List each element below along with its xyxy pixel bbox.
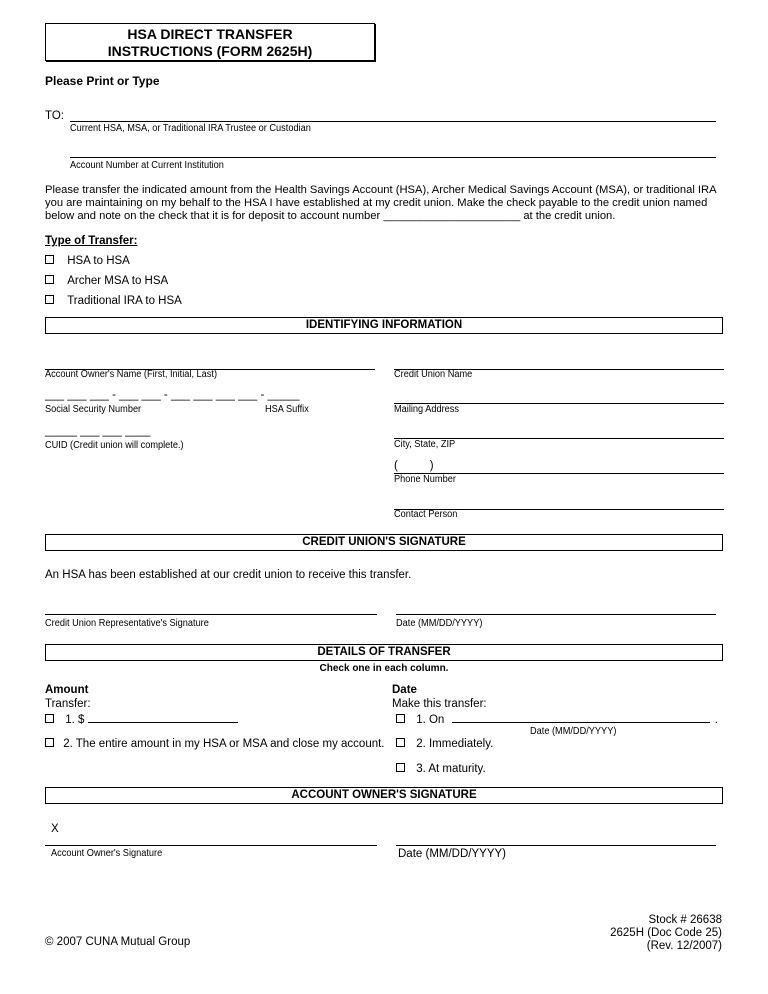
instructions-text-1: Please transfer the indicated amount from the Health Savings Account (HSA), Archer Medical Savings Account (MSA), or traditional IRA you are maintaining on my behalf to the HSA I have established at my credit union. Make the check payable to the credit union named below and note on the check that it is for deposit to account number [45,184,716,222]
amount-field[interactable] [88,712,238,723]
checkbox-date-1[interactable] [396,714,405,723]
cuid-field[interactable]: _____ ___ ___ ____ [45,425,151,437]
identifying-heading: IDENTIFYING INFORMATION [45,317,723,334]
stock-number: Stock # 26638 [648,914,722,926]
city-label: City, State, ZIP [394,439,456,450]
amount-option-1[interactable] [45,712,238,726]
ssn-field[interactable]: ___ ___ ___ - ___ ___ - ___ ___ ___ ___ - _____ [45,389,300,401]
hsa-suffix-label: HSA Suffix [265,404,309,415]
cu-date-field[interactable] [396,614,716,615]
transfer-date-label: Date (MM/DD/YYYY) [530,726,617,737]
signature-x-mark: X [51,823,59,835]
cu-name-label: Credit Union Name [394,369,473,380]
doc-code: 2625H (Doc Code 25) [610,927,722,939]
checkbox-date-3[interactable] [396,763,405,772]
owner-name-label: Account Owner's Name (First, Initial, Last) [45,369,218,380]
option-label: HSA to HSA [67,255,130,267]
amount-option-2[interactable] [45,738,385,750]
stock-info [560,914,722,953]
date-heading: Date [392,684,417,696]
cu-statement: An HSA has been established at our credit union to receive this transfer. [45,569,412,581]
date-option-3[interactable] [396,763,486,775]
date-option-1[interactable] [396,712,718,726]
checkbox-ira-to-hsa[interactable] [45,295,54,304]
owner-date-label: Date (MM/DD/YYYY) [398,848,506,860]
option-hsa-to-hsa[interactable] [45,255,130,267]
form-title-line1: HSA DIRECT TRANSFER [127,26,293,42]
checkbox-msa-to-hsa[interactable] [45,275,54,284]
account-number-field[interactable] [70,157,716,158]
trustee-field[interactable] [70,121,716,122]
contact-label: Contact Person [394,509,458,520]
details-heading: DETAILS OF TRANSFER [45,644,723,661]
instructions-text-2: at the credit union. [523,210,616,222]
amount-option-1-label: 1. $ [65,714,85,726]
amount-option-2-label: 2. The entire amount in my HSA or MSA and close my account. [63,738,385,750]
option-msa-to-hsa[interactable] [45,275,168,287]
owner-signature-field[interactable] [45,845,377,846]
date-option-1-end: . [714,714,718,726]
form-title-line2: INSTRUCTIONS (FORM 2625H) [107,43,313,59]
date-option-1-label: 1. On [416,714,445,726]
checkbox-amount-1[interactable] [45,714,54,723]
date-option-2-label: 2. Immediately. [416,738,494,750]
transfer-date-field[interactable] [452,712,710,723]
transfer-type-heading: Type of Transfer: [45,235,138,247]
cuid-label: CUID (Credit union will complete.) [45,440,184,451]
checkbox-hsa-to-hsa[interactable] [45,255,54,264]
phone-area-code[interactable]: ( ) [394,460,434,472]
revision: (Rev. 12/2007) [646,940,722,952]
cu-rep-label: Credit Union Representative's Signature [45,618,209,629]
option-ira-to-hsa[interactable] [45,295,182,307]
checkbox-date-2[interactable] [396,738,405,747]
amount-heading: Amount [45,684,89,696]
copyright: © 2007 CUNA Mutual Group [45,936,191,948]
instructions-paragraph [45,184,725,223]
cu-rep-signature-field[interactable] [45,614,377,615]
trustee-label: Current HSA, MSA, or Traditional IRA Trustee or Custodian [70,123,311,134]
deposit-account-field[interactable]: ______________________ [383,210,521,222]
mailing-label: Mailing Address [394,404,459,415]
ssn-label: Social Security Number [45,404,142,415]
details-subheading: Check one in each column. [319,663,449,674]
phone-label: Phone Number [394,474,456,485]
cu-date-label: Date (MM/DD/YYYY) [396,618,483,629]
option-label: Archer MSA to HSA [67,275,169,287]
checkbox-amount-2[interactable] [45,738,54,747]
print-note: Please Print or Type [45,74,160,88]
account-number-label: Account Number at Current Institution [70,160,224,171]
owner-signature-label: Account Owner's Signature [51,848,163,859]
owner-date-field[interactable] [396,845,716,846]
date-option-3-label: 3. At maturity. [416,763,486,775]
date-option-2[interactable] [396,738,493,750]
form-title-box [45,23,375,61]
owner-signature-heading: ACCOUNT OWNER'S SIGNATURE [45,787,723,804]
date-subheading: Make this transfer: [392,698,487,710]
amount-subheading: Transfer: [45,698,91,710]
option-label: Traditional IRA to HSA [67,295,182,307]
to-label: TO: [45,110,64,122]
cu-signature-heading: CREDIT UNION'S SIGNATURE [45,534,723,551]
